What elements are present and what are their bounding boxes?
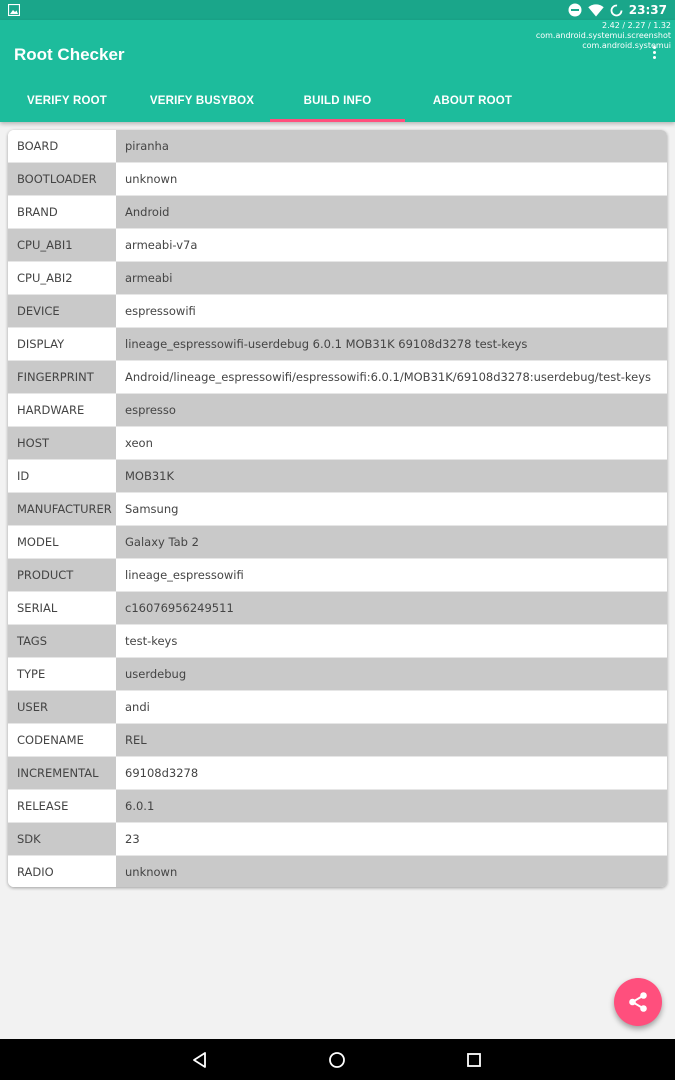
table-row [8,427,667,460]
table-row [8,724,667,757]
row-value: 6.0.1 [116,790,667,822]
table-row [8,361,667,394]
row-value: unknown [116,856,667,887]
row-key: INCREMENTAL [8,757,125,789]
table-row [8,460,667,493]
row-value: Android/lineage_espressowifi/espressowifi:6.0.1/MOB31K/69108d3278:userdebug/test-keys [116,361,667,393]
row-value: andi [116,691,667,723]
table-row [8,130,667,163]
dnd-icon [568,3,582,17]
row-key: TAGS [8,625,125,657]
table-row [8,295,667,328]
row-key: RADIO [8,856,125,887]
status-bar [0,0,675,20]
row-key: FINGERPRINT [8,361,125,393]
share-icon [627,991,649,1013]
app-title: Root Checker [14,45,125,64]
row-value: armeabi-v7a [116,229,667,261]
overlay-line: com.android.systemui.screenshot [535,31,671,40]
table-row [8,526,667,559]
row-key: SDK [8,823,125,855]
row-value: REL [116,724,667,756]
tab-indicator [270,119,405,122]
row-value: unknown [116,163,667,195]
home-icon[interactable] [327,1050,347,1070]
row-key: ID [8,460,125,492]
row-key: HARDWARE [8,394,125,426]
table-row [8,262,667,295]
row-value: armeabi [116,262,667,294]
table-row [8,196,667,229]
table-row [8,559,667,592]
row-key: CODENAME [8,724,125,756]
row-key: BOOTLOADER [8,163,125,195]
table-row [8,790,667,823]
tab-verify-root[interactable]: VERIFY ROOT [27,95,107,107]
row-key: TYPE [8,658,125,690]
row-key: DEVICE [8,295,125,327]
table-row [8,163,667,196]
tab-about-root[interactable]: ABOUT ROOT [432,95,513,107]
row-value: Galaxy Tab 2 [116,526,667,558]
row-value: c16076956249511 [116,592,667,624]
row-value: 23 [116,823,667,855]
table-row [8,658,667,691]
share-button[interactable] [614,978,662,1026]
row-value: piranha [116,130,667,162]
row-key: DISPLAY [8,328,125,360]
status-time: 23:37 [628,3,667,17]
row-key: BRAND [8,196,125,228]
back-icon[interactable] [190,1050,210,1070]
table-row [8,493,667,526]
tab-bar [0,80,675,122]
row-key: HOST [8,427,125,459]
row-value: lineage_espressowifi [116,559,667,591]
row-value: xeon [116,427,667,459]
row-key: MODEL [8,526,125,558]
table-row [8,856,667,887]
row-value: MOB31K [116,460,667,492]
image-icon [8,4,20,16]
row-key: CPU_ABI2 [8,262,125,294]
row-key: BOARD [8,130,125,162]
tab-verify-busybox[interactable]: VERIFY BUSYBOX [149,95,255,107]
row-value: 69108d3278 [116,757,667,789]
row-value: userdebug [116,658,667,690]
row-value: Samsung [116,493,667,525]
table-row [8,691,667,724]
table-row [8,592,667,625]
row-value: espresso [116,394,667,426]
table-row [8,757,667,790]
loading-icon [610,4,623,17]
tab-build-info[interactable]: BUILD INFO [303,95,372,107]
table-row [8,229,667,262]
debug-overlay [536,21,671,51]
build-info-table [8,130,667,887]
wifi-icon [588,4,604,17]
row-value: lineage_espressowifi-userdebug 6.0.1 MOB31K 69108d3278 test-keys [116,328,667,360]
table-row [8,394,667,427]
overlay-line: 2.42 / 2.27 / 1.32 [602,21,671,30]
row-key: SERIAL [8,592,125,624]
overlay-line: com.android.systemui [582,41,671,50]
recents-icon[interactable] [464,1050,484,1070]
table-row [8,625,667,658]
row-key: PRODUCT [8,559,125,591]
row-value: test-keys [116,625,667,657]
row-value: espressowifi [116,295,667,327]
row-key: MANUFACTURER [8,493,125,525]
table-row [8,328,667,361]
row-value: Android [116,196,667,228]
row-key: CPU_ABI1 [8,229,125,261]
navigation-bar [0,1039,675,1080]
row-key: RELEASE [8,790,125,822]
row-key: USER [8,691,125,723]
table-row [8,823,667,856]
